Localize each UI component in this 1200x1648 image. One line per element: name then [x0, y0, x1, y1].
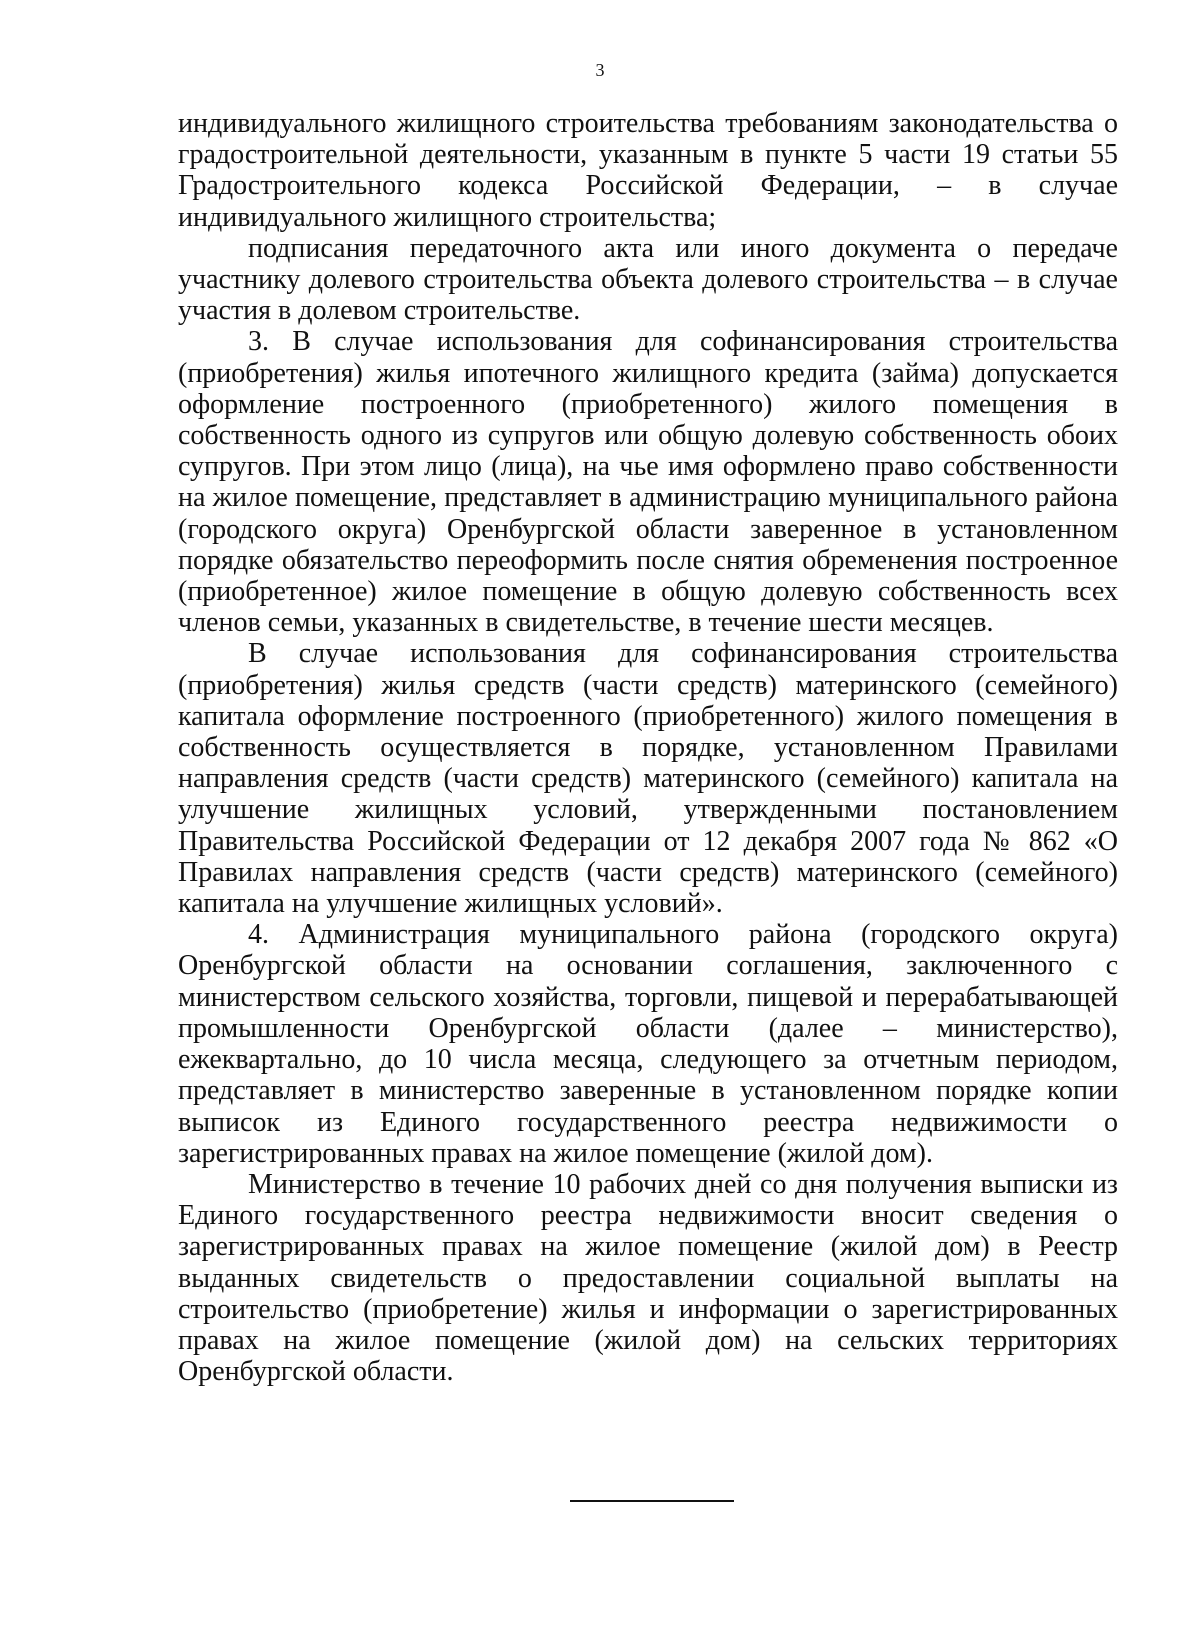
paragraph-ministry-register: Министерство в течение 10 рабочих дней со дня получения выписки из Единого государственного реестра недвижимости вносит сведения о зарегистрированных правах на жилое помещение (жилой дом) в Реестр выданных свидетельств о предоставлении социальной выплаты на строительство (приобретение) жилья и информации о зарегистрированных правах на жилое помещение (жилой дом) на сельских территориях Оренбургской области.: [178, 1168, 1118, 1388]
paragraph-transfer-act: подписания передаточного акта или иного документа о передаче участнику долевого строительства объекта долевого строительства – в случае участия в долевом строительстве.: [178, 232, 1118, 327]
document-body: [178, 108, 1118, 1387]
paragraph-continuation: индивидуального жилищного строительства требованиям законодательства о градостроительной деятельности, указанным в пункте 5 части 19 статьи 55 Градостроительного кодекса Российской Федерации, – в случае индивидуального жилищного строительства;: [178, 108, 1118, 233]
paragraph-section-4: 4. Администрация муниципального района (городского округа) Оренбургской области на основании соглашения, заключенного с министерством сельского хозяйства, торговли, пищевой и перерабатывающей промышленности Оренбургской области (далее – министерство), ежеквартально, до 10 числа месяца, следующего за отчетным периодом, представляет в министерство заверенные в установленном порядке копии выписок из Единого государственного реестра недвижимости о зарегистрированных правах на жилое помещение (жилой дом).: [178, 919, 1118, 1169]
paragraph-section-3: 3. В случае использования для софинансирования строительства (приобретения) жилья ипотечного жилищного кредита (займа) допускается оформление построенного (приобретенного) жилого помещения в собственность одного из супругов или общую долевую собственность обоих супругов. При этом лицо (лица), на чье имя оформлено право собственности на жилое помещение, представляет в администрацию муниципального района (городского округа) Оренбургской области заверенное в установленном порядке обязательство переоформить после снятия обременения построенное (приобретенное) жилое помещение в общую долевую собственность всех членов семьи, указанных в свидетельстве, в течение шести месяцев.: [178, 326, 1118, 639]
paragraph-maternity-capital: В случае использования для софинансирования строительства (приобретения) жилья средств (части средств) материнского (семейного) капитала оформление построенного (приобретенного) жилого помещения в собственность осуществляется в порядке, установленном Правилами направления средств (части средств) материнского (семейного) капитала на улучшение жилищных условий, утвержденными постановлением Правительства Российской Федерации от 12 декабря 2007 года № 862 «О Правилах направления средств (части средств) материнского (семейного) капитала на улучшение жилищных условий».: [178, 638, 1118, 920]
end-of-document-line: [570, 1500, 734, 1502]
page-number: 3: [595, 60, 605, 80]
